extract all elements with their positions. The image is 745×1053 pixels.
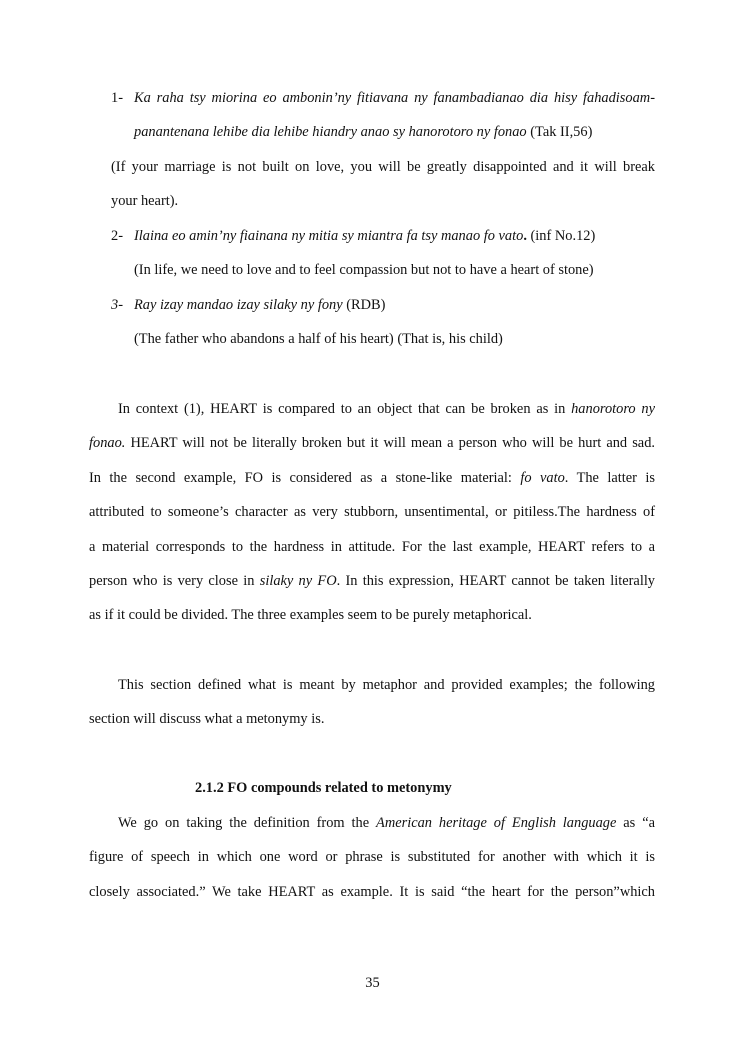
example-1-reference: (Tak II,56)	[526, 124, 593, 140]
example-1-translation-line-1: (If your marriage is not built on love, you will be greatly disappointed and it will break	[111, 159, 655, 175]
paragraph-1-text: In context (1), HEART is compared to an object that can be broken as in	[118, 401, 572, 417]
paragraph-1-text: In the second example, FO is considered as a stone-like material:	[89, 470, 521, 486]
paragraph-1-line-2	[89, 434, 655, 452]
paragraph-1-text: . In this expression, HEART cannot be taken literally	[336, 573, 656, 589]
example-1-malagasy-line-2: panantenana lehibe dia lehibe hiandry anao sy hanorotoro ny fonao	[134, 124, 527, 140]
example-3-reference: (RDB)	[342, 297, 386, 313]
paragraph-1-text: . The latter is	[564, 470, 655, 486]
example-3-marker: 3-	[111, 297, 123, 313]
example-2-reference: (inf No.12)	[526, 228, 596, 244]
paragraph-1-text: person who is very close in	[89, 573, 260, 589]
paragraph-3-italic-title: American heritage of English language	[376, 815, 617, 831]
paragraph-1-line-4: attributed to someone’s character as very stubborn, unsentimental, or pitiless.The hardness of	[89, 504, 655, 520]
page-number: 35	[365, 975, 380, 991]
paragraph-1-line-6	[89, 572, 655, 590]
paragraph-2-line-1: This section defined what is meant by metaphor and provided examples; the following	[118, 677, 655, 693]
paragraph-1-text: HEART will not be literally broken but it will mean a person who will be hurt and sad.	[125, 435, 655, 451]
paragraph-1-line-3	[89, 469, 655, 487]
example-2-line-1	[134, 227, 595, 245]
example-2-translation: (In life, we need to love and to feel compassion but not to have a heart of stone)	[134, 262, 594, 278]
paragraph-1-line-1	[118, 400, 655, 418]
example-3-line-1	[134, 296, 385, 314]
paragraph-1-italic-term: silaky ny FO	[259, 573, 337, 589]
paragraph-1-italic-term: fo vato	[520, 470, 565, 486]
paragraph-1-italic-term: fonao.	[89, 435, 126, 451]
paragraph-3-line-1	[118, 814, 655, 832]
paragraph-3-text: We go on taking the definition from the	[118, 815, 377, 831]
example-2-marker: 2-	[111, 228, 123, 244]
example-3-malagasy: Ray izay mandao izay silaky ny fony	[134, 297, 343, 313]
section-heading: 2.1.2 FO compounds related to metonymy	[195, 780, 452, 796]
paragraph-3-line-3: closely associated.” We take HEART as example. It is said “the heart for the person”which	[89, 884, 655, 900]
example-3-translation: (The father who abandons a half of his heart) (That is, his child)	[134, 331, 503, 347]
example-1-marker: 1-	[111, 90, 123, 106]
paragraph-2-line-2: section will discuss what a metonymy is.	[89, 711, 325, 727]
paragraph-3-text: as “a	[616, 815, 655, 831]
example-1-line-1	[134, 89, 655, 107]
paragraph-1-italic-term: hanorotoro ny	[571, 401, 655, 417]
example-1-translation-line-2: your heart).	[111, 193, 179, 209]
paragraph-3-line-2: figure of speech in which one word or phrase is substituted for another with which it is	[89, 849, 655, 865]
example-2-dot: .	[523, 228, 527, 244]
example-2-malagasy: Ilaina eo amin’ny fiainana ny mitia sy miantra fa tsy manao fo vato	[134, 228, 524, 244]
example-1-line-2	[134, 123, 592, 141]
paragraph-1-line-7: as if it could be divided. The three examples seem to be purely metaphorical.	[89, 607, 532, 623]
example-1-malagasy-line-1: Ka raha tsy miorina eo ambonin’ny fitiavana ny fanambadianao dia hisy fahadisoam-	[134, 90, 655, 106]
paragraph-1-line-5: a material corresponds to the hardness in attitude. For the last example, HEART refers to a	[89, 539, 655, 555]
